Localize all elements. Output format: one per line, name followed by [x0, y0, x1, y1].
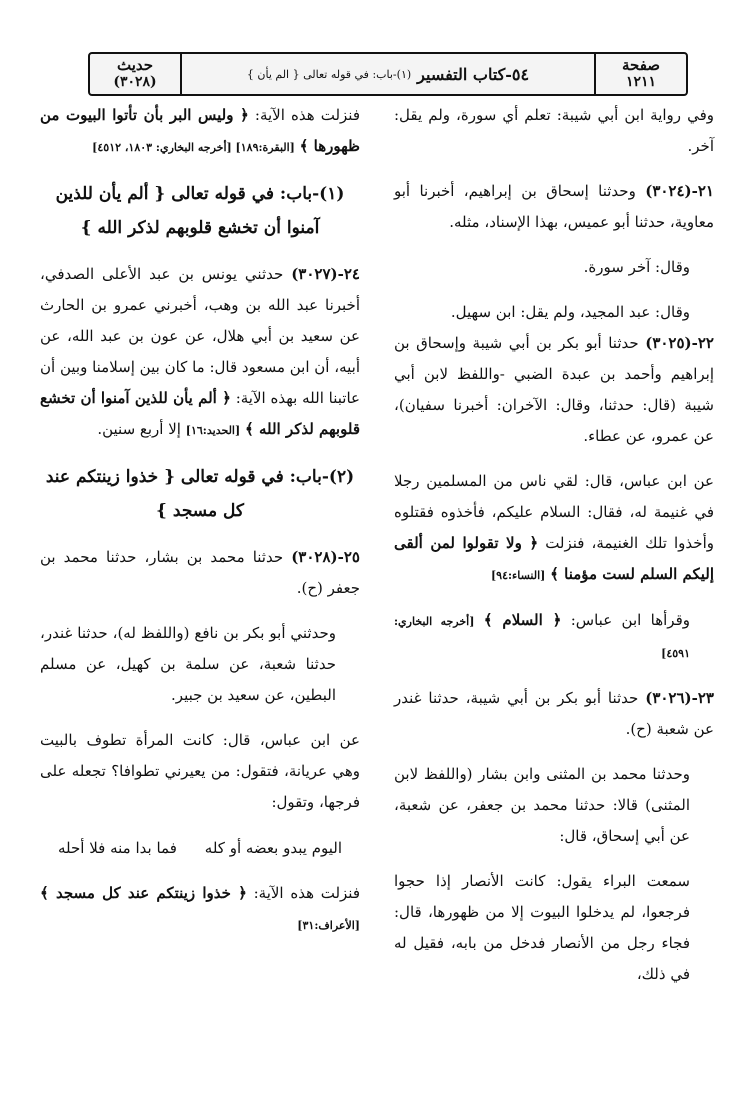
paragraph	[40, 878, 360, 941]
verse-reference: [البقرة:١٨٩] [أخرجه البخاري: ١٨٠٣، ٤٥١٢]	[92, 141, 295, 154]
hadith-text: حدثنا أبو بكر بن أبي شيبة وإسحاق بن إبراهيم وأحمد بن عبدة الضبي -واللفظ لابن أبي شيبة (قال: حدثنا، وقال: الآخران: أخبرنا سفيان)، عن عمرو، عن عطاء.	[394, 334, 714, 445]
paragraph: وقال: عبد المجيد، ولم يقل: ابن سهيل.	[450, 303, 690, 321]
paragraph: وحدثنا محمد بن المثنى وابن بشار (واللفظ لابن المثنى) قالا: حدثنا محمد بن جعفر، عن شعبة، عن أبي إسحاق، قال:	[394, 765, 690, 845]
poem-verse	[40, 832, 360, 864]
left-column	[40, 100, 360, 941]
hadith-number: ٢٤-(٣٠٢٧)	[291, 265, 360, 283]
hadith-22	[394, 328, 714, 452]
page-label: صفحة	[621, 56, 661, 74]
hadith-label: حديث	[116, 56, 154, 74]
hadith-22-body	[394, 466, 714, 591]
quran-verse: ﴿ السلام ﴾	[483, 611, 562, 629]
hadith-text: حدثني يونس بن عبد الأعلى الصدفي، أخبرنا عبد الله بن وهب، أخبرني عمرو بن الحارث عن سعيد بن أبي هلال، عن عون بن عبد الله، عن أبيه، أن ابن مسعود قال: ما كان بين إسلامنا وبين أن عاتبنا الله بهذه الآية:	[40, 265, 360, 407]
bukhari-reference: [أخرجه البخاري: ٤٥٩١]	[394, 615, 690, 660]
hadith-text: وقرأها ابن عباس:	[570, 611, 690, 629]
running-title	[182, 54, 594, 94]
hadith-text: حدثنا أبو بكر بن أبي شيبة، حدثنا غندر عن شعبة (ح).	[394, 689, 714, 738]
verse-reference: [الأعراف:٣١]	[297, 919, 360, 932]
quran-verse: ﴿ ولا تقولوا لمن ألقى إليكم السلم لست مؤمنا ﴾	[394, 534, 714, 583]
right-column	[394, 100, 714, 990]
hadith-text: فنزلت هذه الآية:	[254, 106, 360, 124]
paragraph: وقال: آخر سورة.	[583, 258, 690, 276]
paragraph: وفي رواية ابن أبي شيبة: تعلم أي سورة، ولم يقل: آخر.	[394, 106, 714, 155]
hadith-number: ٢٢-(٣٠٢٥)	[645, 334, 714, 352]
paragraph: سمعت البراء يقول: كانت الأنصار إذا حجوا فرجعوا، لم يدخلوا البيوت إلا من ظهورها، قال: فجاء رجل من الأنصار فدخل من بابه، فقيل له في ذلك،	[394, 872, 690, 983]
page-number: ١٢١١	[625, 74, 657, 90]
hadith-25	[40, 542, 360, 604]
hadith-number: ٢١-(٣٠٢٤)	[645, 182, 714, 200]
hadith-text: حدثنا محمد بن بشار، حدثنا محمد بن جعفر (ح).	[40, 548, 360, 597]
quran-verse: ﴿ وليس البر بأن تأتوا البيوت من ظهورها ﴾	[40, 106, 360, 155]
hadith-number: ٢٥-(٣٠٢٨)	[291, 548, 360, 566]
page-number-box	[594, 54, 686, 94]
hadith-number-box	[90, 54, 182, 94]
poem-hemistich-first: اليوم يبدو بعضه أو كله	[204, 839, 342, 857]
verse-reference: [النساء:٩٤]	[490, 569, 546, 582]
hadith-text: فنزلت هذه الآية:	[253, 884, 360, 902]
page-header	[88, 52, 688, 96]
hadith-21	[394, 176, 714, 238]
verse-reference: [الحديد:١٦]	[185, 424, 241, 437]
chapter-heading: (١)-باب: في قوله تعالى { ألم يأن للذين آمنوا أن تخشع قلوبهم لذكر الله }	[55, 184, 345, 238]
chapter-title: (١)-باب: في قوله تعالى { الم يأن }	[246, 67, 412, 81]
paragraph: عن ابن عباس، قال: كانت المرأة تطوف بالبيت وهي عريانة، فتقول: من يعيرني تطوافا؟ تجعله على فرجها، وتقول:	[40, 731, 360, 811]
hadith-numbers: (٣٠٢٨)	[113, 74, 157, 90]
hadith-text: عن ابن عباس، قال: لقي ناس من المسلمين رجلا في غنيمة له، فقال: السلام عليكم، فأخذوه فقتلوه وأخذوا تلك الغنيمة، فنزلت	[394, 472, 714, 552]
quran-verse: ﴿ خذوا زينتكم عند كل مسجد ﴾	[40, 884, 247, 902]
hadith-23	[394, 683, 714, 745]
hadith-24	[40, 259, 360, 446]
chapter-heading: (٢)-باب: في قوله تعالى { خذوا زينتكم عند كل مسجد }	[45, 467, 355, 521]
poem-hemistich-second: فما بدا منه فلا أحله	[58, 839, 177, 857]
paragraph	[394, 605, 714, 669]
hadith-text: وحدثنا إسحاق بن إبراهيم، أخبرنا أبو معاوية، حدثنا أبو عميس، بهذا الإسناد، مثله.	[394, 182, 714, 231]
paragraph: وحدثني أبو بكر بن نافع (واللفظ له)، حدثنا غندر، حدثنا شعبة، عن سلمة بن كهيل، عن مسلم البطين، عن سعيد بن جبير.	[40, 624, 336, 704]
paragraph	[40, 100, 360, 163]
quran-verse: ﴿ ألم يأن للذين آمنوا أن تخشع قلوبهم لذكر الله ﴾	[40, 389, 360, 438]
hadith-text: إلا أربع سنين.	[97, 420, 181, 438]
hadith-number: ٢٣-(٣٠٢٦)	[645, 689, 714, 707]
book-title: ٥٤-كتاب التفسير	[417, 64, 530, 84]
